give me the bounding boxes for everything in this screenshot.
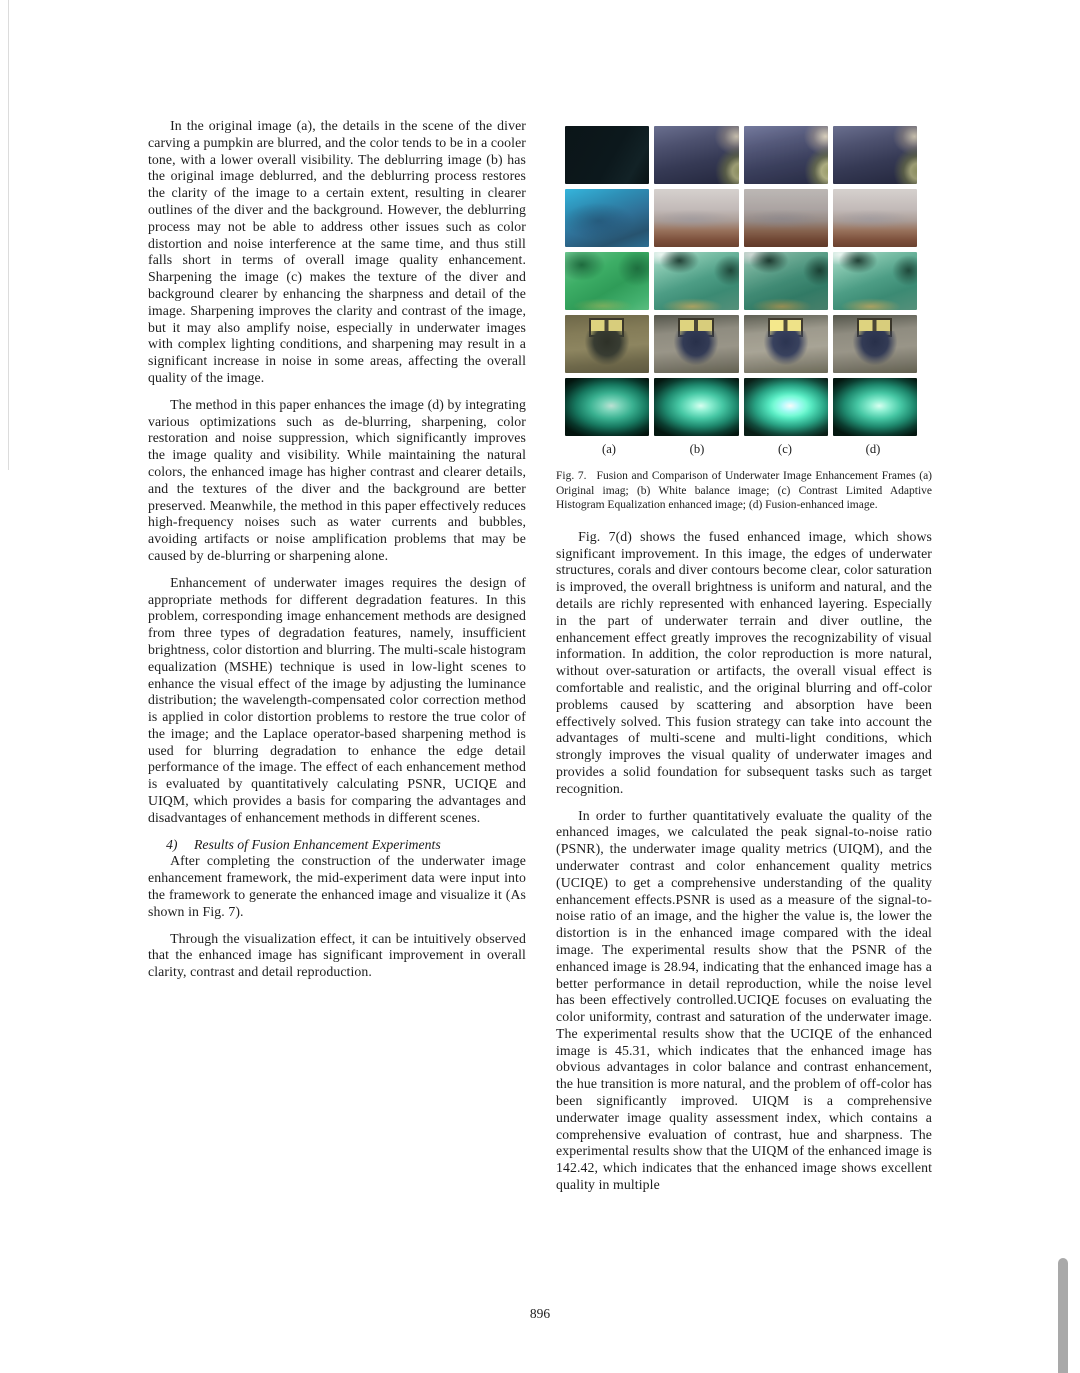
figure-thumbnail-row2-d (833, 189, 917, 247)
figure-thumbnail-row4-d (833, 315, 917, 373)
figure-thumbnail-row3-d (833, 252, 917, 310)
figure-thumbnail-row2-c (744, 189, 828, 247)
section-heading-label: Results of Fusion Enhancement Experiments (193, 836, 441, 852)
figure-label-d: (d) (865, 442, 881, 456)
paragraph: Enhancement of underwater images requires the design of appropriate methods for different degradation features. In this problem, corresponding image enhancement methods are designed from three types of degradation features, namely, insufficient brightness, color distortion and blurring. The multi-scale histogram equalization (MSHE) technique is used in low-light scenes to enhance the visual effect of the image by adjusting the luminance distribution; the wavelength-compensated color correction method is applied in color distortion problems to restore the true color of the image; and the Laplace operator-based sharpening method is used for blurring degradation to enhance the edge detail performance of the image. The effect of each enhancement method is evaluated by quantitatively calculating PSNR, UCIQE and UIQM, which provides a basis for comparing the advantages and disadvantages of enhancement methods in different scenes. (148, 574, 526, 825)
figure-thumbnail-row5-b (654, 378, 738, 436)
section-heading-number: 4) (165, 836, 178, 852)
figure-thumbnail-row4-c (744, 315, 828, 373)
figure-label-a: (a) (602, 442, 616, 456)
paragraph: The method in this paper enhances the image (d) by integrating various optimizations such as de-blurring, sharpening, color restoration and noise suppression, which significantly improves the image quality and visibility. While maintaining the natural colors, the enhanced image has higher contrast and clearer details, and the textures of the diver and the background are better preserved. Meanwhile, the method in this paper effectively reduces high-frequency noises such as water currents and bubbles, avoiding artifacts or noise amplification problems that may be caused by de-blurring or sharpening alone. (148, 396, 526, 563)
figure-thumbnail-row5-a (565, 378, 649, 436)
figure-caption (556, 469, 932, 513)
figure-column-labels (565, 436, 917, 459)
figure-thumbnail-row4-b (654, 315, 738, 373)
figure-thumbnail-row5-d (833, 378, 917, 436)
figure-thumbnail-row3-a (565, 252, 649, 310)
paragraph: After completing the construction of the underwater image enhancement framework, the mid-experiment data were input into the framework to generate the enhanced image and visualize it (As shown in Fig. 7). (148, 853, 526, 919)
figure-image-grid (565, 126, 917, 436)
figure-thumbnail-row1-b (654, 126, 738, 184)
paragraph: Fig. 7(d) shows the fused enhanced image, which shows significant improvement. In this image, the edges of underwater structures, corals and diver contours become clear, color saturation is improved, the overall brightness is uniform and natural, and the details are richly represented with enhanced layering. Especially in the part of underwater terrain and diver outline, the enhancement effect greatly improves the recognizability of visual information. In addition, the color reproduction is more natural, without over-saturation or artifacts, the overall visual effect is comfortable and realistic, and the original blurring and off-color problems caused by scattering and absorption have been effectively solved. This fusion strategy can take into account the advantages of multi-scene and multi-light conditions, which strongly improves the visual quality of underwater images and provides a solid foundation for subsequent tasks such as target recognition. (556, 528, 932, 796)
scan-edge-line (8, 0, 9, 470)
right-text-column (556, 118, 932, 1204)
figure-thumbnail-row3-c (744, 252, 828, 310)
figure-thumbnail-row1-a (565, 126, 649, 184)
figure-thumbnail-row5-c (744, 378, 828, 436)
paragraph: In the original image (a), the details in the scene of the diver carving a pumpkin are blurred, and the color tends to be in a cooler tone, with a lower overall visibility. The deblurring image (b) has the original image deblurred, and the deblurring process restores the clarity of the image to a certain extent, resulting in clearer outlines of the diver and the background. However, the deblurring process may not be able to address other issues such as color distortion and noise interference at the same time, and thus still falls short in terms of overall image quality enhancement. Sharpening the image (c) makes the texture of the diver and background clearer by enhancing the sharpness and detail of the image. Sharpening improves the clarity and contrast of the image, but it may also amplify noise, especially in underwater images with complex lighting conditions, and sharpening may result in a significant increase in noise in some areas, affecting the overall quality of the image. (148, 118, 526, 385)
section-heading (148, 837, 526, 854)
figure-caption-text: Fusion and Comparison of Underwater Image Enhancement Frames (a) Original imag; (b) White balance image; (c) Contrast Limited Adaptive Histogram Equalization enhanced image; (d) Fusion-enhanced image. (556, 470, 933, 512)
paragraph: Through the visualization effect, it can be intuitively observed that the enhanced image has significant improvement in overall clarity, contrast and detail reproduction. (148, 930, 526, 980)
page-number: 896 (529, 1306, 551, 1321)
figure-thumbnail-row1-c (744, 126, 828, 184)
figure-thumbnail-row2-b (654, 189, 738, 247)
figure-7 (556, 126, 932, 513)
figure-thumbnail-row1-d (833, 126, 917, 184)
figure-thumbnail-row3-b (654, 252, 738, 310)
left-text-column (148, 118, 526, 991)
paragraph: In order to further quantitatively evaluate the quality of the enhanced images, we calculated the peak signal-to-noise ratio (PSNR), the underwater image quality metrics (UIQM), and the underwater contrast and color enhancement quality metrics (UCIQE) to get a comprehensive understanding of the quality enhancement effects.PSNR is used as a measure of the signal-to-noise ratio of an image, and the higher the value is, the lower the distortion is in the enhanced image compared with the ideal image. The experimental results show that the PSNR of the enhanced image is 28.94, indicating that the enhanced image has a better performance in detail reproduction, while the noise level has been effectively controlled.UCIQE focuses on evaluating the color uniformity, contrast and saturation of the underwater image. The experimental results show that the UCIQE of the enhanced image is 45.31, which indicates that the enhanced image has obvious advantages in color balance and contrast enhancement, the hue transition is more natural, and the problem of off-color has been significantly improved. UIQM is a comprehensive underwater image quality assessment index, which contains a comprehensive evaluation of contrast, hue and sharpness. The experimental results show that the UIQM of the enhanced image is 142.42, which indicates that the enhanced image shows excellent quality in multiple (556, 807, 932, 1193)
figure-label-c: (c) (778, 442, 792, 456)
vertical-scrollbar-thumb[interactable] (1058, 1258, 1068, 1373)
figure-label-b: (b) (689, 442, 705, 456)
figure-thumbnail-row2-a (565, 189, 649, 247)
figure-thumbnail-row4-a (565, 315, 649, 373)
figure-caption-label: Fig. 7. (556, 470, 587, 482)
